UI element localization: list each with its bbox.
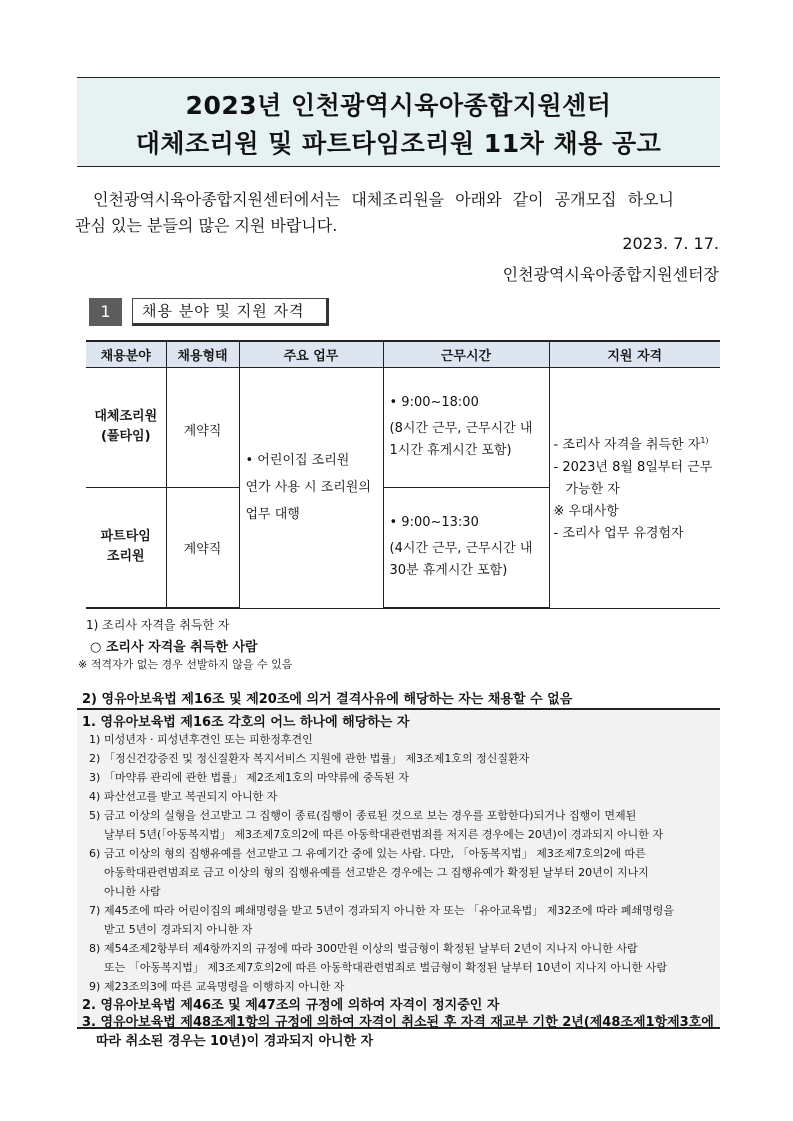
disqualification-item-3-heading: 3. 영유아보육법 제48조제1항의 규정에 의하여 자격이 취소된 후 자격 재교부 기한 2년(제48조제1항제3호에 따라 취소된 경우는 10년)이 경과되지 아니한 자 [82, 1015, 714, 1049]
header-hours: 근무시간 [383, 341, 549, 367]
header-field: 채용분야 [86, 341, 166, 367]
announcement-date: 2023. 7. 17. [622, 234, 719, 253]
title-line-1: 2023년 인천광역시육아종합지원센터 [185, 91, 612, 120]
intro-line-2: 관심 있는 분들의 많은 지원 바랍니다. [75, 216, 338, 235]
recruitment-table [86, 340, 720, 609]
list-item: 3) 「마약류 관리에 관한 법률」 제2조제1호의 마약류에 중독된 자 [89, 771, 409, 784]
footnote-2: ○ 조리사 자격을 취득한 사람 [90, 640, 258, 655]
list-item: 8) 제54조제2항부터 제4항까지의 규정에 따라 300만원 이상의 벌금형이 확정된 날부터 2년이 지나지 아니한 사람 또는 「아동복지법」 제3조제7호의2에 따른 아동학대관련범죄로 벌금형이 확정된 날부터 10년이 지나지 아니한 사람 [89, 942, 667, 974]
header-duty: 주요 업무 [239, 341, 383, 367]
hours-cell: • 9:00~13:30 (4시간 근무, 근무시간 내 30분 휴게시간 포함) [383, 487, 549, 608]
duty-cell: • 어린이집 조리원 연가 사용 시 조리원의 업무 대행 [239, 367, 383, 608]
list-item: 4) 파산선고를 받고 복권되지 아니한 자 [89, 790, 278, 803]
header-qualification: 지원 자격 [549, 341, 720, 367]
table-header-row [86, 341, 720, 367]
disqualification-heading: 2) 영유아보육법 제16조 및 제20조에 의거 결격사유에 해당하는 자는 채용할 수 없음 [82, 692, 573, 707]
table-row [86, 367, 720, 487]
list-item: 7) 제45조에 따라 어린이집의 폐쇄명령을 받고 5년이 경과되지 아니한 자 또는 「유아교육법」 제32조에 따라 폐쇄명령을 받고 5년이 경과되지 아니한 자 [89, 904, 674, 936]
footnote-1: 1) 조리사 자격을 취득한 자 [86, 618, 230, 632]
header-type: 채용형태 [166, 341, 239, 367]
section-number: 1 [89, 298, 122, 326]
field-cell: 대체조리원 (풀타임) [86, 367, 166, 487]
footnote-3: ※ 적격자가 없는 경우 선발하지 않을 수 있음 [78, 658, 293, 671]
list-item: 5) 금고 이상의 실형을 선고받고 그 집행이 종료(집행이 종료된 것으로 보는 경우를 포함한다)되거나 집행이 면제된 날부터 5년(「아동복지법」 제3조제7호의2에 따른 아동학대관련범죄를 저지른 경우에는 20년)이 경과되지 아니한 자 [89, 809, 663, 841]
section-title: 채용 분야 및 지원 자격 [132, 298, 329, 326]
announcement-signer: 인천광역시육아종합지원센터장 [502, 265, 719, 284]
field-cell: 파트타임 조리원 [86, 487, 166, 608]
list-item: 9) 제23조의3에 따른 교육명령을 이행하지 아니한 자 [89, 980, 345, 993]
intro-line-1: 인천광역시육아종합지원센터에서는 대체조리원을 아래와 같이 공개모집 하오니 [93, 190, 674, 209]
intro-paragraph [75, 187, 723, 239]
qualification-cell: - 조리사 자격을 취득한 자$^{1)}$ - 2023년 8월 8일부터 근무 가능한 자 ※ 우대사항 - 조리사 업무 유경험자 [549, 367, 720, 608]
disqualification-item-1-heading: 1. 영유아보육법 제16조 각호의 어느 하나에 해당하는 자 [82, 715, 410, 730]
title-line-2: 대체조리원 및 파트타임조리원 11차 채용 공고 [135, 129, 662, 158]
type-cell: 계약직 [166, 367, 239, 487]
hours-cell: • 9:00~18:00 (8시간 근무, 근무시간 내 1시간 휴게시간 포함) [383, 367, 549, 487]
list-item: 2) 「정신건강증진 및 정신질환자 복지서비스 지원에 관한 법률」 제3조제1호의 정신질환자 [89, 752, 530, 765]
list-item: 1) 미성년자 · 피성년후견인 또는 피한정후견인 [89, 733, 313, 746]
type-cell: 계약직 [166, 487, 239, 608]
disqualification-item-2-heading: 2. 영유아보육법 제46조 및 제47조의 규정에 의하여 자격이 정지중인 자 [82, 998, 500, 1013]
list-item: 6) 금고 이상의 형의 집행유예를 선고받고 그 유예기간 중에 있는 사람. 다만, 「아동복지법」 제3조제7호의2에 따른 아동학대관련범죄로 금고 이상의 형의 집행유예를 선고받은 경우에는 그 집행유예가 확정된 날부터 20년이 지나지 아니한 사람 [89, 847, 649, 898]
title-banner [77, 77, 720, 167]
